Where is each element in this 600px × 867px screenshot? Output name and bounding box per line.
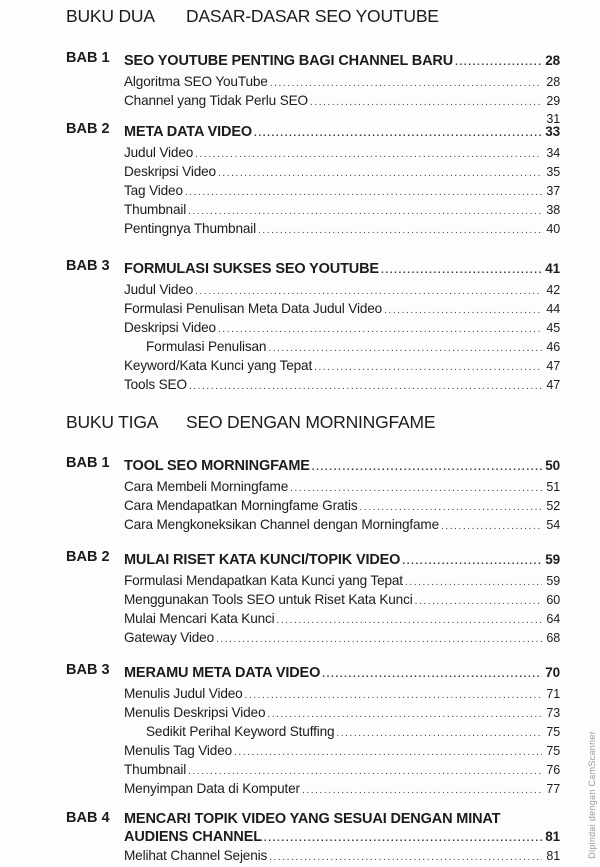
entry-title: Channel yang Tidak Perlu SEO xyxy=(124,93,308,108)
toc-entry xyxy=(124,609,560,628)
chapter-title-row xyxy=(124,828,560,846)
entry-title: Melihat Channel Sejenis xyxy=(124,848,268,863)
leader-dots xyxy=(277,611,542,630)
entry-title: Menggunakan Tools SEO untuk Riset Kata Kunci xyxy=(124,592,413,607)
page-number: 59 xyxy=(546,574,560,588)
toc-entry xyxy=(124,741,560,760)
toc-entry xyxy=(124,515,560,534)
leader-dots xyxy=(270,74,542,93)
chapter-number: BAB 4 xyxy=(66,810,110,826)
book-title: SEO DENGAN MORNINGFAME xyxy=(186,412,436,432)
page-number: 59 xyxy=(545,552,560,567)
entry-title: Sedikit Perihal Keyword Stuffing xyxy=(146,724,335,739)
chapter-title-row xyxy=(124,662,560,684)
book-label: BUKU TIGA xyxy=(66,412,159,432)
entry-title: Menulis Tag Video xyxy=(124,743,233,758)
entry-title: Mulai Mencari Kata Kunci xyxy=(124,611,275,626)
entry-title: Pentingnya Thumbnail xyxy=(124,221,257,236)
chapter-title: META DATA VIDEO xyxy=(124,124,252,140)
leader-dots xyxy=(415,592,542,611)
chapter xyxy=(66,455,560,534)
entry-title: Gateway Video xyxy=(124,630,214,645)
chapter-title-row xyxy=(124,549,560,571)
leader-dots xyxy=(405,573,542,592)
page-number: 81 xyxy=(545,829,560,844)
chapter-title-row xyxy=(124,50,560,72)
leader-dots xyxy=(269,848,542,867)
chapter-title: SEO YOUTUBE PENTING BAGI CHANNEL BARU xyxy=(124,53,454,69)
scanner-watermark: Dipindai dengan CamScanner xyxy=(587,731,597,859)
chapter-number: BAB 1 xyxy=(66,455,110,471)
page-number: 51 xyxy=(546,480,560,494)
chapter-title-line-2: AUDIENS CHANNEL xyxy=(124,829,262,845)
page-number: 37 xyxy=(546,184,560,198)
page-number: 68 xyxy=(546,631,560,645)
toc-entry xyxy=(124,779,560,798)
leader-dots xyxy=(441,517,542,536)
chapter xyxy=(66,810,560,865)
leader-dots xyxy=(310,93,542,112)
entry-title: Menyimpan Data di Komputer xyxy=(124,781,300,796)
entry-title: Algoritma SEO YouTube xyxy=(124,74,268,89)
page-number: 28 xyxy=(545,53,560,68)
page-number: 75 xyxy=(546,744,560,758)
chapter xyxy=(66,50,560,129)
toc-entry xyxy=(124,496,560,515)
page-number: 52 xyxy=(546,499,560,513)
toc-entry xyxy=(124,477,560,496)
toc-entry xyxy=(124,846,560,865)
entry-title: Deskripsi Video xyxy=(124,320,216,335)
entry-title: Menulis Judul Video xyxy=(124,686,243,701)
chapter-title: MULAI RISET KATA KUNCI/TOPIK VIDEO xyxy=(124,552,401,568)
toc-entry xyxy=(124,703,560,722)
leader-dots xyxy=(258,221,542,240)
leader-dots xyxy=(264,830,542,848)
chapter-title-row xyxy=(124,258,560,280)
page-number: 33 xyxy=(545,124,560,139)
leader-dots xyxy=(384,301,542,320)
chapter-number: BAB 2 xyxy=(66,549,110,565)
page-number: 60 xyxy=(546,593,560,607)
toc-entry xyxy=(124,760,560,779)
leader-dots xyxy=(245,686,542,705)
chapter-title: FORMULASI SUKSES SEO YOUTUBE xyxy=(124,261,379,277)
leader-dots xyxy=(185,183,542,202)
entry-title: Formulasi Penulisan xyxy=(146,339,267,354)
entry-title: Cara Mendapatkan Morningfame Gratis xyxy=(124,498,358,513)
toc-entry xyxy=(124,200,560,219)
chapter-number: BAB 2 xyxy=(66,121,110,137)
leader-dots xyxy=(216,630,542,649)
toc-entry xyxy=(124,684,560,703)
page-number: 73 xyxy=(546,706,560,720)
page-number: 38 xyxy=(546,203,560,217)
page-number: 35 xyxy=(546,165,560,179)
toc-entry xyxy=(124,299,560,318)
entry-title: Cara Membeli Morningfame xyxy=(124,479,289,494)
leader-dots xyxy=(218,164,542,183)
page-number: 41 xyxy=(545,261,560,276)
chapter xyxy=(66,662,560,798)
leader-dots xyxy=(455,52,542,74)
entry-title: Cara Mengkoneksikan Channel dengan Morningfame xyxy=(124,517,440,532)
toc-entry xyxy=(124,722,560,741)
page-number: 34 xyxy=(546,146,560,160)
toc-entry xyxy=(124,590,560,609)
leader-dots xyxy=(322,664,542,686)
chapter-title: MERAMU META DATA VIDEO xyxy=(124,665,321,681)
page-number: 71 xyxy=(546,687,560,701)
page-number: 29 xyxy=(546,94,560,108)
leader-dots xyxy=(302,781,542,800)
leader-dots xyxy=(381,260,542,282)
entry-title: Judul Video xyxy=(124,145,194,160)
chapter-number: BAB 3 xyxy=(66,662,110,678)
entry-title: Formulasi Penulisan Meta Data Judul Video xyxy=(124,301,383,316)
entry-title: Tag Video xyxy=(124,183,183,198)
leader-dots xyxy=(312,457,542,479)
page-number: 42 xyxy=(546,283,560,297)
page-number: 45 xyxy=(546,321,560,335)
toc-entry xyxy=(124,91,560,110)
page-number: 31 xyxy=(546,112,560,126)
entry-title: Menulis Deskripsi Video xyxy=(124,705,266,720)
toc-entry xyxy=(124,318,560,337)
entry-title: Tools SEO xyxy=(124,377,187,392)
book-label: BUKU DUA xyxy=(66,6,155,26)
book-heading xyxy=(66,6,586,32)
toc-entry xyxy=(124,337,560,356)
toc-entry xyxy=(124,356,560,375)
page-number: 64 xyxy=(546,612,560,626)
chapter-number: BAB 3 xyxy=(66,258,110,274)
page-number: 77 xyxy=(546,782,560,796)
leader-dots xyxy=(189,377,542,396)
entry-title: Keyword/Kata Kunci yang Tepat xyxy=(124,358,313,373)
entry-title: Formulasi Mendapatkan Kata Kunci yang Tepat xyxy=(124,573,403,588)
leader-dots xyxy=(218,320,542,339)
toc-entry xyxy=(124,72,560,91)
leader-dots xyxy=(234,743,542,762)
leader-dots xyxy=(254,123,542,145)
page-number: 28 xyxy=(546,75,560,89)
toc-entry xyxy=(124,628,560,647)
entry-title: Thumbnail xyxy=(124,202,187,217)
page-number: 40 xyxy=(546,222,560,236)
chapter xyxy=(66,549,560,647)
entry-title: Thumbnail xyxy=(124,762,187,777)
toc-entry xyxy=(124,162,560,181)
chapter-number: BAB 1 xyxy=(66,50,110,66)
toc-entry xyxy=(124,219,560,238)
leader-dots xyxy=(402,551,542,573)
toc-entry xyxy=(124,181,560,200)
toc-entry xyxy=(124,143,560,162)
chapter-title-row xyxy=(124,455,560,477)
entry-title: Deskripsi Video xyxy=(124,164,216,179)
leader-dots xyxy=(195,145,542,164)
page-number: 54 xyxy=(546,518,560,532)
book-title: DASAR-DASAR SEO YOUTUBE xyxy=(186,6,439,26)
page-number: 47 xyxy=(546,378,560,392)
chapter-title-row xyxy=(124,810,560,828)
leader-dots xyxy=(314,358,542,377)
page-number: 76 xyxy=(546,763,560,777)
toc-entry xyxy=(124,280,560,299)
chapter xyxy=(66,121,560,238)
chapter xyxy=(66,258,560,394)
chapter-title: TOOL SEO MORNINGFAME xyxy=(124,458,310,474)
chapter-title-row xyxy=(124,121,560,143)
entry-title: Judul Video xyxy=(124,282,194,297)
page-number: 70 xyxy=(545,665,560,680)
chapter-title-line-1: MENCARI TOPIK VIDEO YANG SESUAI DENGAN MINAT xyxy=(124,811,501,827)
page-number: 50 xyxy=(545,458,560,473)
page-number: 47 xyxy=(546,359,560,373)
page-number: 75 xyxy=(546,725,560,739)
toc-entry xyxy=(124,571,560,590)
page-number: 46 xyxy=(546,340,560,354)
toc-entry xyxy=(124,375,560,394)
leader-dots xyxy=(336,724,542,743)
page-number: 44 xyxy=(546,302,560,316)
page-number: 81 xyxy=(546,849,560,863)
book-heading xyxy=(66,412,586,438)
